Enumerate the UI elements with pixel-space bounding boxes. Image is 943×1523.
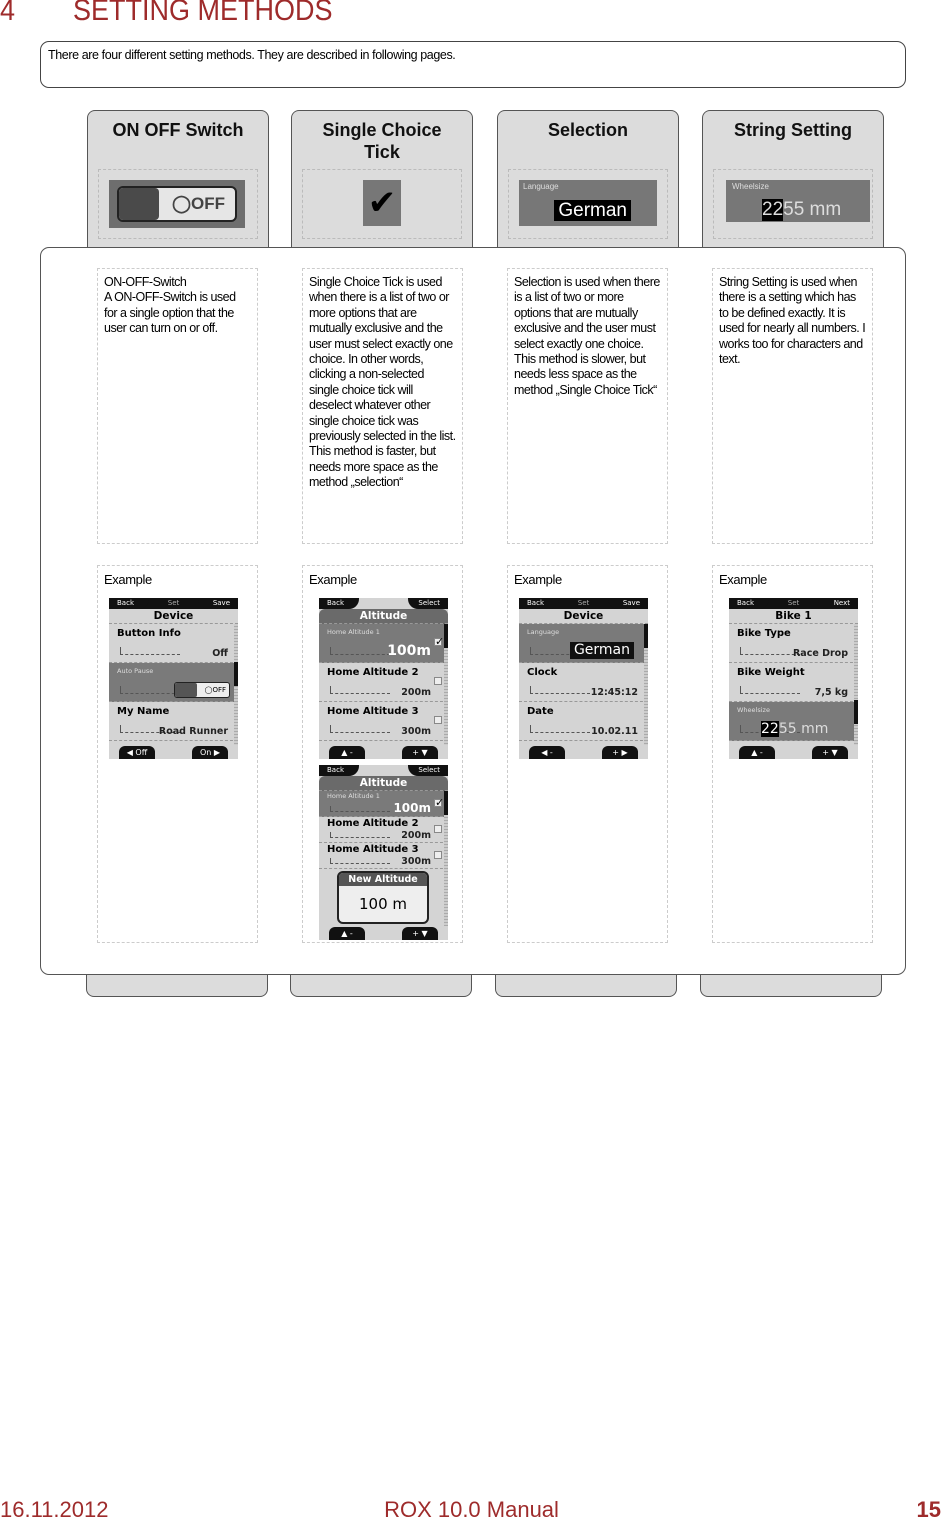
setting-row[interactable] xyxy=(109,702,238,741)
setting-value: 200m xyxy=(401,687,431,698)
setting-label: My Name xyxy=(117,706,170,717)
device-screen xyxy=(729,598,858,759)
toggle-off-text: OFF xyxy=(191,194,225,213)
setting-label: Bike Weight xyxy=(737,667,805,678)
setting-label: Home Altitude 3 xyxy=(327,844,419,855)
string-value[interactable] xyxy=(761,721,828,737)
setting-row[interactable] xyxy=(319,843,448,869)
device-title: Device xyxy=(109,609,238,624)
toggle-state: OFF xyxy=(212,686,226,694)
checkbox[interactable] xyxy=(434,677,442,685)
device-top-bar xyxy=(319,598,448,609)
setting-row[interactable] xyxy=(319,791,448,817)
device-screen xyxy=(319,765,448,940)
setting-value: 12:45:12 xyxy=(590,687,638,698)
tab-selection xyxy=(497,110,679,250)
checkbox[interactable]: ✓ xyxy=(435,635,445,648)
toggle-switch-icon: ◯OFF xyxy=(109,180,245,228)
tab-title: String Setting xyxy=(734,120,852,140)
description-selection: Selection is used when there is a list of two or more options that are mutually exclusive and the user must select exactly one choice. This method is slower, but needs less space as the method „Single Choice Tick“ xyxy=(507,268,668,544)
setting-label: Language xyxy=(527,628,560,636)
checkbox[interactable]: ✓ xyxy=(435,796,445,809)
checkbox[interactable] xyxy=(434,825,442,833)
section-title: SETTING METHODS xyxy=(73,0,333,27)
left-soft-button[interactable]: ▲ - xyxy=(329,746,365,759)
right-soft-button[interactable]: On ▶ xyxy=(192,746,228,759)
intro-box: There are four different setting methods. They are described in following pages. xyxy=(40,41,906,88)
top-right-button[interactable]: Save xyxy=(608,598,648,609)
setting-value: Road Runner xyxy=(158,726,228,737)
setting-row[interactable] xyxy=(729,624,858,663)
popup-title: New Altitude xyxy=(339,873,427,886)
tab-title: Single Choice Tick xyxy=(322,120,442,162)
setting-value: Race Drop xyxy=(792,648,848,659)
selection-icon-value: German xyxy=(554,200,631,221)
string-icon-value: 2255 mm xyxy=(762,199,842,220)
setting-label: Home Altitude 1 xyxy=(327,628,380,636)
top-right-button[interactable]: Next xyxy=(818,598,858,609)
setting-value: 100m xyxy=(387,643,431,659)
footer-title: ROX 10.0 Manual xyxy=(384,1497,559,1522)
string-icon xyxy=(726,180,870,222)
device-title: Altitude xyxy=(319,776,448,791)
setting-label: Home Altitude 3 xyxy=(327,706,419,717)
popup-dialog xyxy=(337,871,429,924)
tab-single-choice-tick xyxy=(291,110,473,250)
device-title: Bike 1 xyxy=(729,609,858,624)
device-top-bar xyxy=(519,598,648,609)
footer-date: 16.11.2012 xyxy=(0,1497,109,1522)
popup-value[interactable]: 100 m xyxy=(358,895,407,913)
setting-label: Home Altitude 2 xyxy=(327,818,419,829)
setting-value: 10.02.11 xyxy=(591,726,638,737)
checkbox[interactable] xyxy=(434,851,442,859)
scrollbar[interactable] xyxy=(444,624,448,745)
back-button[interactable]: Back xyxy=(519,598,559,609)
tab-title: Selection xyxy=(547,120,629,140)
example-label: Example xyxy=(104,572,152,587)
setting-label: Button Info xyxy=(117,628,181,639)
right-soft-button[interactable]: + ▶ xyxy=(602,746,638,759)
device-top-bar xyxy=(729,598,858,609)
top-right-button[interactable]: Select xyxy=(408,598,448,609)
scrollbar[interactable] xyxy=(234,624,238,745)
setting-row[interactable] xyxy=(319,702,448,741)
setting-row[interactable] xyxy=(109,624,238,663)
right-soft-button[interactable]: + ▼ xyxy=(402,927,438,940)
description-single-choice: Single Choice Tick is used when there is a list of two or more options that are mutually exclusive and the user must select exactly one choice. In other words, clicking a non-selected single choice tick will deselect whatever other single choice tick was previously selected in the list. This method is faster, but needs more space as the method „selection“ xyxy=(302,268,463,544)
page-footer xyxy=(0,1497,943,1523)
checkbox-icon: ✔ xyxy=(363,180,401,226)
top-center-label: Set xyxy=(109,598,238,609)
device-screen xyxy=(319,598,448,759)
setting-value: 300m xyxy=(401,856,431,867)
back-button[interactable]: Back xyxy=(319,598,359,609)
device-top-bar xyxy=(109,598,238,609)
left-soft-button[interactable]: ▲ - xyxy=(329,927,365,940)
device-screen xyxy=(109,598,238,759)
tab-string-setting xyxy=(702,110,884,250)
description-string: String Setting is used when there is a setting which has to be defined exactly. It is used for nearly all numbers. I works too for characters and text. xyxy=(712,268,873,544)
tab-title: ON OFF Switch xyxy=(112,120,244,140)
back-button[interactable]: Back xyxy=(109,598,149,609)
selection-icon xyxy=(519,180,657,226)
left-soft-button[interactable]: ▲ - xyxy=(739,746,775,759)
top-center-label: Set xyxy=(519,598,648,609)
left-soft-button[interactable]: ◀ - xyxy=(529,746,565,759)
setting-row[interactable] xyxy=(319,624,448,663)
back-button[interactable]: Back xyxy=(729,598,769,609)
selection-icon-label: Language xyxy=(523,182,559,191)
back-button[interactable]: Back xyxy=(319,765,359,776)
setting-row[interactable] xyxy=(729,702,858,741)
section-number: 4 xyxy=(0,0,16,27)
setting-label: Bike Type xyxy=(737,628,791,639)
device-title: Altitude xyxy=(319,609,448,624)
description-on-off: ON-OFF-Switch A ON-OFF-Switch is used for a single option that the user can turn on or off. xyxy=(97,268,258,544)
scrollbar[interactable] xyxy=(644,624,648,745)
setting-value: Off xyxy=(212,648,228,659)
setting-label: Clock xyxy=(527,667,558,678)
setting-value: 200m xyxy=(401,830,431,841)
setting-row[interactable] xyxy=(519,624,648,663)
setting-row[interactable] xyxy=(519,702,648,741)
right-soft-button[interactable]: + ▼ xyxy=(812,746,848,759)
left-soft-button[interactable]: ◀ Off xyxy=(119,746,155,759)
toggle-switch[interactable]: ◯OFF xyxy=(174,682,230,698)
top-right-button[interactable]: Select xyxy=(408,765,448,776)
device-top-bar xyxy=(319,765,448,776)
example-label: Example xyxy=(514,572,562,587)
setting-row[interactable] xyxy=(519,663,648,702)
string-cursor: 22 xyxy=(761,721,779,737)
scrollbar[interactable] xyxy=(444,791,448,926)
string-rest: 55 mm xyxy=(778,721,829,737)
checkbox[interactable] xyxy=(434,716,442,724)
device-screen xyxy=(519,598,648,759)
tab-on-off-switch xyxy=(87,110,269,250)
right-soft-button[interactable]: + ▼ xyxy=(402,746,438,759)
setting-label: Home Altitude 1 xyxy=(327,792,380,800)
device-title: Device xyxy=(519,609,648,624)
setting-value: 300m xyxy=(401,726,431,737)
setting-label: Wheelsize xyxy=(737,706,770,714)
scrollbar[interactable] xyxy=(854,624,858,745)
setting-row[interactable] xyxy=(729,663,858,702)
selection-value[interactable]: German xyxy=(570,642,634,659)
setting-label: Auto Pause xyxy=(117,667,154,675)
top-center-label: Set xyxy=(729,598,858,609)
setting-row[interactable] xyxy=(319,663,448,702)
setting-label: Date xyxy=(527,706,554,717)
setting-row[interactable] xyxy=(109,663,238,702)
setting-row[interactable] xyxy=(319,817,448,843)
top-right-button[interactable]: Save xyxy=(198,598,238,609)
setting-value: 7,5 kg xyxy=(814,687,848,698)
example-label: Example xyxy=(309,572,357,587)
setting-label: Home Altitude 2 xyxy=(327,667,419,678)
example-label: Example xyxy=(719,572,767,587)
setting-value: 100m xyxy=(393,801,431,815)
string-icon-label: Wheelsize xyxy=(732,182,769,191)
page-number: 15 xyxy=(916,1497,941,1522)
